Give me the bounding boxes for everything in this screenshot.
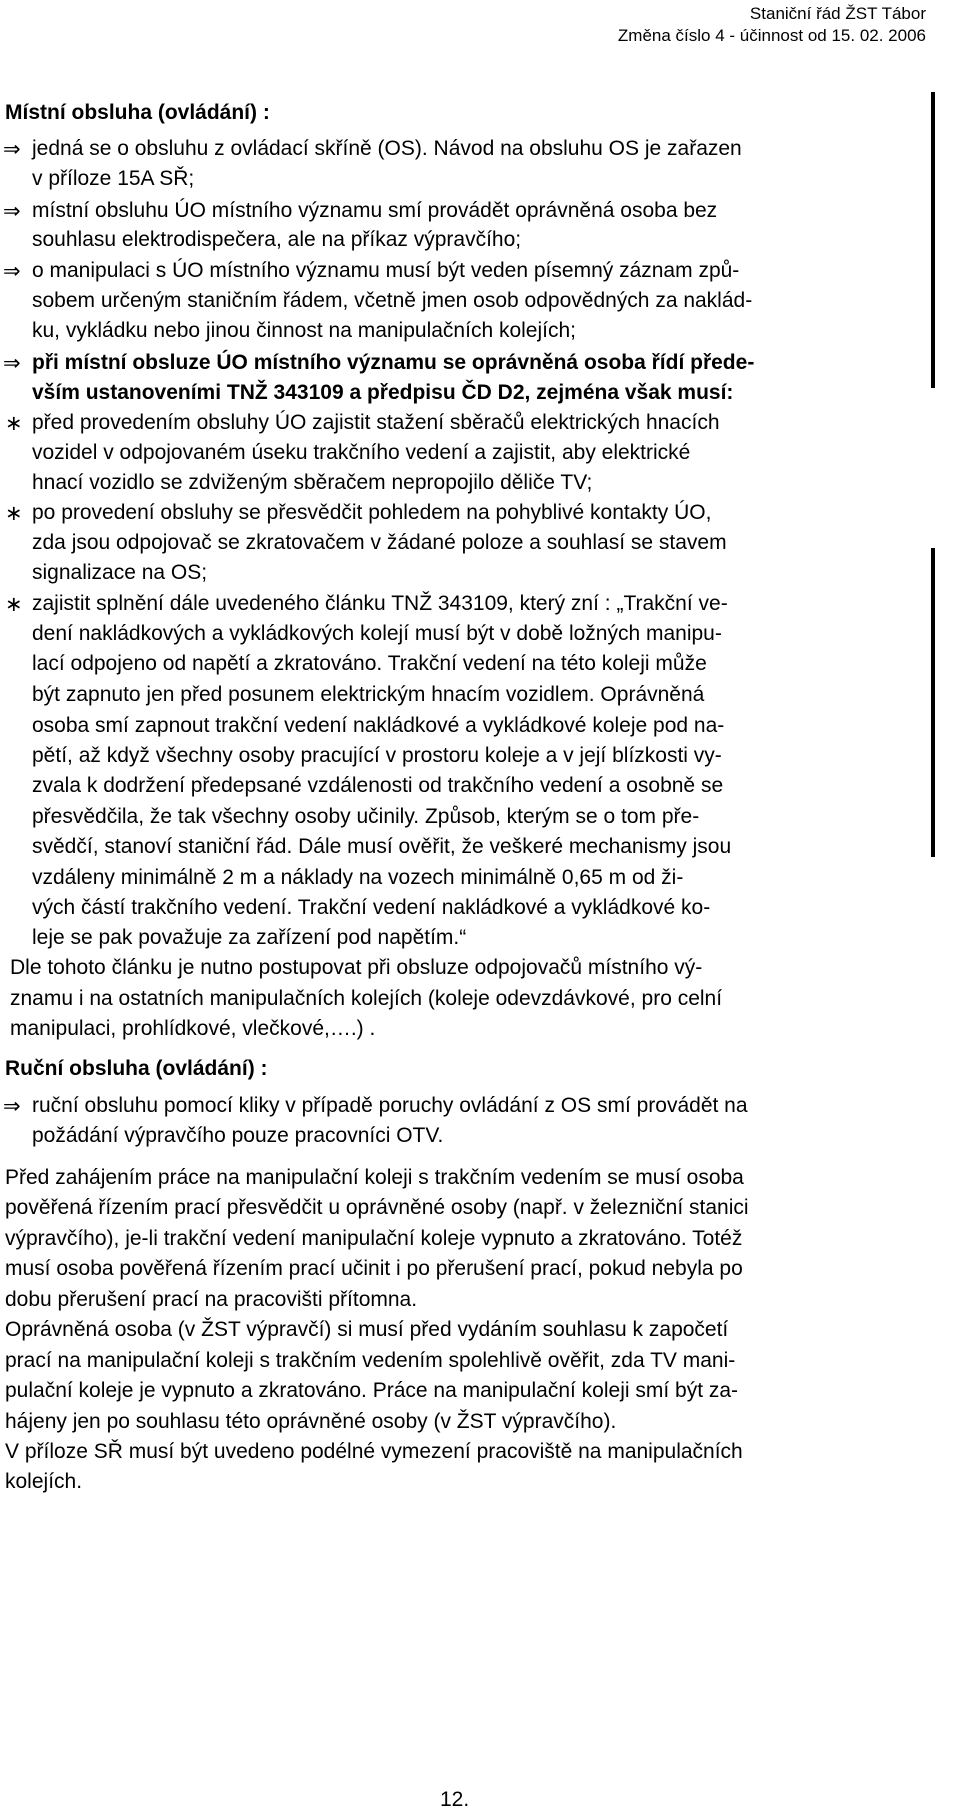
sub-bullet-line: zvala k dodržení předepsané vzdálenosti od trakčního vedení a osobně se <box>32 774 724 797</box>
page-number: 12. <box>440 1788 470 1811</box>
paragraph-line: prací na manipulační koleji s trakčním vedením spolehlivě ověřit, zda TV mani- <box>5 1349 736 1372</box>
bullet-line: jedná se o obsluhu z ovládací skříně (OS). Návod na obsluhu OS je zařazen <box>32 137 742 160</box>
note-line: Dle tohoto článku je nutno postupovat při obsluze odpojovačů místního vý- <box>10 956 703 979</box>
arrow-bullet-icon: ⇒ <box>3 351 21 375</box>
sub-bullet-line: signalizace na OS; <box>32 561 208 584</box>
paragraph-line: Oprávněná osoba (v ŽST výpravčí) si musí před vydáním souhlasu k započetí <box>5 1318 729 1341</box>
section-heading-manual: Ruční obsluha (ovládání) : <box>5 1057 268 1080</box>
paragraph-line: hájeny jen po souhlasu této oprávněné osoby (v ŽST výpravčího). <box>5 1410 617 1433</box>
sub-bullet-line: před provedením obsluhy ÚO zajistit stažení sběračů elektrických hnacích <box>32 411 720 434</box>
bullet-line: o manipulaci s ÚO místního významu musí být veden písemný záznam způ- <box>32 259 740 282</box>
sub-bullet-line: po provedení obsluhy se přesvědčit pohledem na pohyblivé kontakty ÚO, <box>32 501 712 524</box>
bullet-line: místní obsluhu ÚO místního významu smí provádět oprávněná osoba bez <box>32 199 718 222</box>
paragraph-line: pulační koleje je vypnuto a zkratováno. Práce na manipulační koleji smí být za- <box>5 1379 739 1402</box>
asterisk-bullet-icon: ∗ <box>5 411 23 435</box>
bullet-line: ruční obsluhu pomocí kliky v případě poruchy ovládání z OS smí provádět na <box>32 1094 748 1117</box>
paragraph-line: Před zahájením práce na manipulační koleji s trakčním vedením se musí osoba <box>5 1166 744 1189</box>
note-line: manipulaci, prohlídkové, vlečkové,….) . <box>10 1017 376 1040</box>
paragraph-line: dobu přerušení prací na pracovišti přítomna. <box>5 1288 418 1311</box>
sub-bullet-line: být zapnuto jen před posunem elektrickým hnacím vozidlem. Oprávněná <box>32 683 705 706</box>
change-bar-2 <box>931 548 935 857</box>
asterisk-bullet-icon: ∗ <box>5 501 23 525</box>
paragraph-line: výpravčího), je-li trakční vedení manipulační koleje vypnuto a zkratováno. Totéž <box>5 1227 743 1250</box>
header-station-title: Staniční řád ŽST Tábor <box>749 4 926 23</box>
sub-bullet-line: přesvědčila, že tak všechny osoby učinily. Způsob, kterým se o tom pře- <box>32 805 700 828</box>
sub-bullet-line: osoba smí zapnout trakční vedení nakládkové a vykládkové koleje pod na- <box>32 714 725 737</box>
sub-bullet-line: zda jsou odpojovač se zkratovačem v žádané poloze a souhlasí se stavem <box>32 531 727 554</box>
bullet-line: sobem určeným staničním řádem, včetně jmen osob odpovědných za naklád- <box>32 289 753 312</box>
arrow-bullet-icon: ⇒ <box>3 137 21 161</box>
section-heading-local: Místní obsluha (ovládání) : <box>5 101 270 124</box>
arrow-bullet-icon: ⇒ <box>3 259 21 283</box>
sub-bullet-line: vzdáleny minimálně 2 m a náklady na vozech minimálně 0,65 m od ži- <box>32 866 684 889</box>
sub-bullet-line: vozidel v odpojovaném úseku trakčního vedení a zajistit, aby elektrické <box>32 441 691 464</box>
sub-bullet-line: lací odpojeno od napětí a zkratováno. Trakční vedení na této koleji může <box>32 652 707 675</box>
bullet-line-bold: vším ustanoveními TNŽ 343109 a předpisu ČD D2, zejména však musí: <box>32 381 734 404</box>
note-line: znamu i na ostatních manipulačních kolejích (koleje odevzdávkové, pro celní <box>10 987 723 1010</box>
sub-bullet-line: svědčí, stanoví staniční řád. Dále musí ověřit, že veškeré mechanismy jsou <box>32 835 732 858</box>
paragraph-line: kolejích. <box>5 1470 83 1493</box>
paragraph-line: V příloze SŘ musí být uvedeno podélné vymezení pracoviště na manipulačních <box>5 1440 743 1463</box>
bullet-line: v příloze 15A SŘ; <box>32 167 195 190</box>
bullet-line: souhlasu elektrodispečera, ale na příkaz výpravčího; <box>32 228 522 251</box>
arrow-bullet-icon: ⇒ <box>3 1094 21 1118</box>
sub-bullet-line: hnací vozidlo se zdviženým sběračem nepropojilo děliče TV; <box>32 471 593 494</box>
sub-bullet-line: leje se pak považuje za zařízení pod napětím.“ <box>32 926 467 949</box>
bullet-line-bold: při místní obsluze ÚO místního významu se oprávněná osoba řídí přede- <box>32 351 755 374</box>
paragraph-line: pověřená řízením prací přesvědčit u oprávněné osoby (např. v železniční stanici <box>5 1196 749 1219</box>
asterisk-bullet-icon: ∗ <box>5 592 23 616</box>
sub-bullet-line: pětí, až když všechny osoby pracující v prostoru koleje a v její blízkosti vy- <box>32 744 722 767</box>
arrow-bullet-icon: ⇒ <box>3 199 21 223</box>
sub-bullet-line: vých částí trakčního vedení. Trakční vedení nakládkové a vykládkové ko- <box>32 896 711 919</box>
header-change-note: Změna číslo 4 - účinnost od 15. 02. 2006 <box>617 26 926 45</box>
bullet-line: požádání výpravčího pouze pracovníci OTV. <box>32 1124 444 1147</box>
paragraph-line: musí osoba pověřená řízením prací učinit i po přerušení prací, pokud nebyla po <box>5 1257 743 1280</box>
bullet-line: ku, vykládku nebo jinou činnost na manipulačních kolejích; <box>32 319 576 342</box>
change-bar-1 <box>931 92 935 388</box>
sub-bullet-line: dení nakládkových a vykládkových kolejí musí být v době ložných manipu- <box>32 622 722 645</box>
sub-bullet-line: zajistit splnění dále uvedeného článku TNŽ 343109, který zní : „Trakční ve- <box>32 592 728 615</box>
